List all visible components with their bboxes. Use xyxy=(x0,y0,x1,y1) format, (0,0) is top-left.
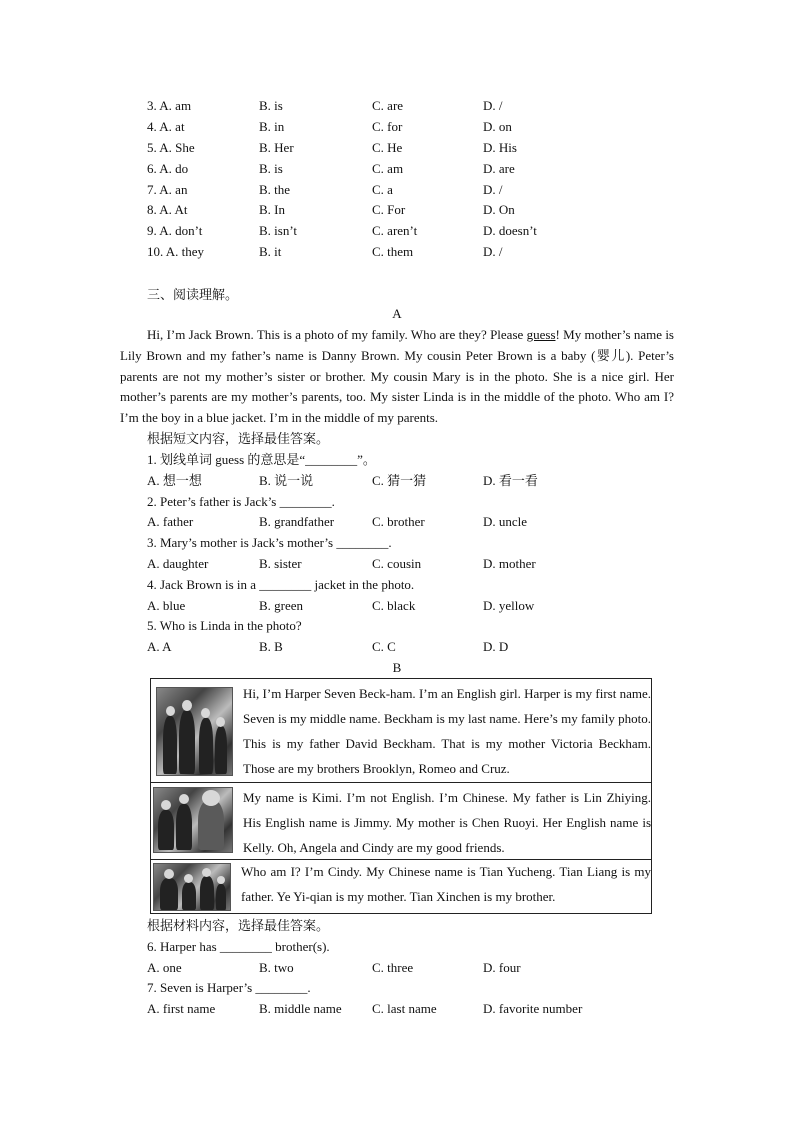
option-c: C. 猜一猜 xyxy=(372,473,427,488)
option-c: C. a xyxy=(372,182,393,197)
option-a: 3. A. am xyxy=(147,98,192,113)
passage-b-instruction: 根据材料内容，选择最佳答案。 xyxy=(147,918,330,933)
option-a: 10. A. they xyxy=(147,244,205,259)
table-row-cindy xyxy=(151,860,651,913)
question-6: 6. Harper has ________ brother(s). xyxy=(147,939,330,954)
option-d: D. doesn’t xyxy=(483,223,537,238)
option-b: B. sister xyxy=(259,556,302,571)
option-d: D. D xyxy=(483,639,509,654)
option-d: D. four xyxy=(483,960,521,975)
option-a: A. A xyxy=(147,639,172,654)
option-d: D. favorite number xyxy=(483,1001,583,1016)
option-a: 9. A. don’t xyxy=(147,223,203,238)
question-2-options xyxy=(147,512,667,532)
option-row-7 xyxy=(147,180,667,200)
option-d: D. yellow xyxy=(483,598,535,613)
question-7: 7. Seven is Harper’s ________. xyxy=(147,980,311,995)
option-c: C. three xyxy=(372,960,414,975)
question-3: 3. Mary’s mother is Jack’s mother’s ________. xyxy=(147,535,392,550)
family-photo-cindy xyxy=(153,863,231,911)
family-photo-kimi xyxy=(153,787,233,853)
section-title: 三、阅读理解。 xyxy=(147,287,239,302)
passage-a-label: A xyxy=(392,306,402,321)
option-c: C. black xyxy=(372,598,416,613)
passage-a-instruction: 根据短文内容，选择最佳答案。 xyxy=(147,431,330,446)
cindy-text: Who am I? I’m Cindy. My Chinese name is Tian Yucheng. Tian Liang is my father. Ye Yi-qian is my mother. Tian Xinchen is my brother. xyxy=(241,864,651,904)
question-1-options xyxy=(147,471,667,491)
option-c: C. C xyxy=(372,639,396,654)
family-photo-beckham xyxy=(156,687,233,776)
option-b: B. In xyxy=(259,202,285,217)
option-c: C. for xyxy=(372,119,403,134)
table-row-harper xyxy=(151,679,651,783)
option-d: D. on xyxy=(483,119,512,134)
option-a: 6. A. do xyxy=(147,161,189,176)
option-d: D. are xyxy=(483,161,515,176)
option-d: D. / xyxy=(483,98,503,113)
option-c: C. He xyxy=(372,140,403,155)
option-c: C. them xyxy=(372,244,414,259)
option-b: B. it xyxy=(259,244,282,259)
passage-b-label: B xyxy=(392,660,402,675)
option-a: A. one xyxy=(147,960,182,975)
passage-a-text-before: Hi, I’m Jack Brown. This is a photo of my family. Who are they? Please xyxy=(147,327,527,342)
option-d: D. / xyxy=(483,244,503,259)
passage-b-table xyxy=(150,678,652,914)
kimi-text: My name is Kimi. I’m not English. I’m Chinese. My father is Lin Zhiying. His English name is Jimmy. My mother is Chen Ruoyi. Her English name is Kelly. Oh, Angela and Cindy are my good friends. xyxy=(243,790,651,855)
option-a: A. first name xyxy=(147,1001,216,1016)
question-2: 2. Peter’s father is Jack’s ________. xyxy=(147,494,335,509)
option-d: D. / xyxy=(483,182,503,197)
option-row-4 xyxy=(147,117,667,137)
question-3-options xyxy=(147,554,667,574)
option-a: 8. A. At xyxy=(147,202,188,217)
passage-a-text-after: ! My mother’s name is Lily Brown and my father’s name is Danny Brown. My cousin Peter Brown is a baby (婴儿). Peter’s parents are not my mother’s sister or brother. My cousin Mary is in the photo. She is a nice girl. Her mother’s parents are my mother’s parents, too. My sister Linda is in the middle of the photo. Who am I? I’m the boy in a blue jacket. I’m in the middle of my parents. xyxy=(120,327,674,426)
option-row-10 xyxy=(147,242,667,262)
question-5-options xyxy=(147,637,667,657)
option-a: 5. A. She xyxy=(147,140,195,155)
option-c: C. am xyxy=(372,161,404,176)
option-c: C. For xyxy=(372,202,406,217)
option-b: B. isn’t xyxy=(259,223,298,238)
option-d: D. uncle xyxy=(483,514,528,529)
option-b: B. is xyxy=(259,98,283,113)
option-d: D. His xyxy=(483,140,517,155)
option-b: B. in xyxy=(259,119,285,134)
option-b: B. B xyxy=(259,639,283,654)
question-7-options xyxy=(147,999,667,1019)
question-1: 1. 划线单词 guess 的意思是“________”。 xyxy=(147,452,376,467)
option-b: B. 说一说 xyxy=(259,473,314,488)
question-4: 4. Jack Brown is in a ________ jacket in the photo. xyxy=(147,577,415,592)
option-a: 7. A. an xyxy=(147,182,188,197)
option-row-5 xyxy=(147,138,667,158)
option-row-6 xyxy=(147,159,667,179)
question-6-options xyxy=(147,958,667,978)
option-a: A. daughter xyxy=(147,556,209,571)
option-d: D. 看一看 xyxy=(483,473,538,488)
option-b: B. two xyxy=(259,960,294,975)
option-a: A. father xyxy=(147,514,194,529)
option-d: D. mother xyxy=(483,556,536,571)
option-c: C. brother xyxy=(372,514,425,529)
harper-text: Hi, I’m Harper Seven Beck-ham. I’m an English girl. Harper is my first name. Seven is my middle name. Beckham is my last name. Here’s my family photo. This is my father David Beckham. That is my mother Victoria Beckham. Those are my brothers Brooklyn, Romeo and Cruz. xyxy=(243,686,651,776)
option-a: 4. A. at xyxy=(147,119,185,134)
option-c: C. aren’t xyxy=(372,223,418,238)
option-a: A. 想一想 xyxy=(147,473,202,488)
option-row-9 xyxy=(147,221,667,241)
passage-a-text xyxy=(120,325,674,429)
option-b: B. grandfather xyxy=(259,514,335,529)
question-5: 5. Who is Linda in the photo? xyxy=(147,618,302,633)
option-b: B. Her xyxy=(259,140,294,155)
option-row-8 xyxy=(147,200,667,220)
option-d: D. On xyxy=(483,202,515,217)
question-4-options xyxy=(147,596,667,616)
option-b: B. middle name xyxy=(259,1001,342,1016)
option-c: C. cousin xyxy=(372,556,422,571)
option-b: B. is xyxy=(259,161,283,176)
option-b: B. the xyxy=(259,182,291,197)
option-c: C. are xyxy=(372,98,404,113)
option-c: C. last name xyxy=(372,1001,437,1016)
underlined-word: guess xyxy=(526,327,556,342)
option-b: B. green xyxy=(259,598,304,613)
option-row-3 xyxy=(147,96,667,116)
option-a: A. blue xyxy=(147,598,186,613)
table-row-kimi xyxy=(151,783,651,860)
